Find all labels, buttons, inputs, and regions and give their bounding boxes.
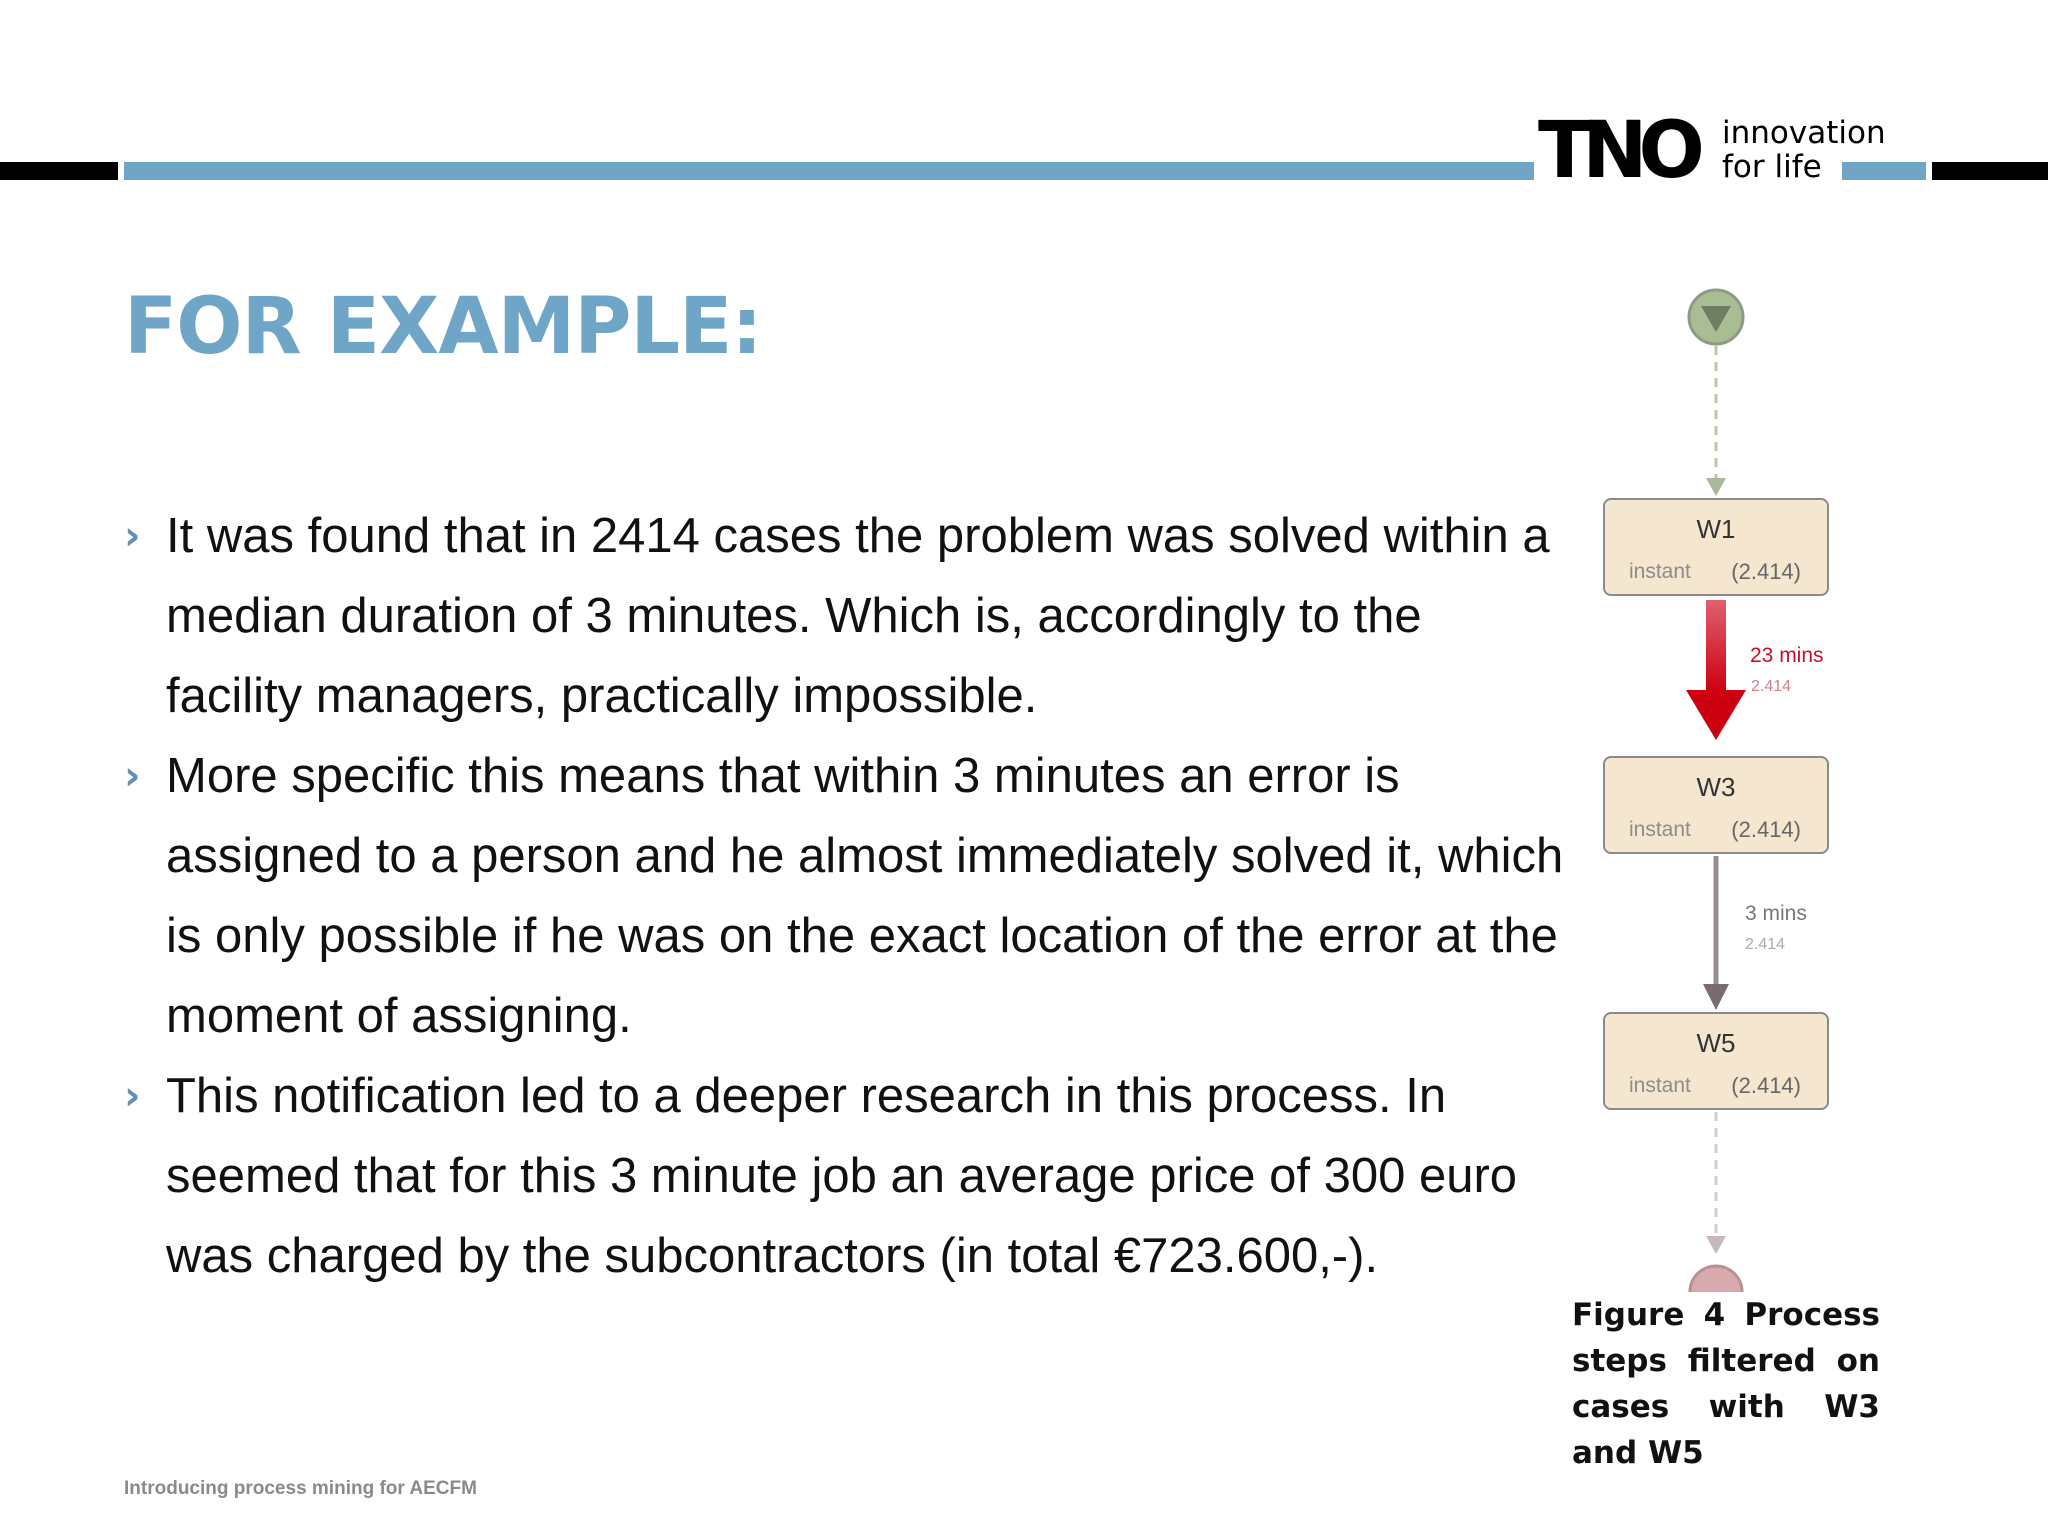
node-duration: instant bbox=[1629, 818, 1691, 841]
slide-footer: Introducing process mining for AECFM bbox=[124, 1478, 477, 1499]
node-name: W5 bbox=[1696, 1028, 1736, 1058]
start-edge-arrow bbox=[1706, 478, 1726, 496]
header-band-blue bbox=[124, 162, 1534, 180]
edge-w1-w3-count: 2.414 bbox=[1751, 678, 1792, 695]
bullet-list bbox=[124, 496, 1564, 1296]
bullet-item-3 bbox=[124, 1056, 1564, 1296]
logo-tagline-line1: innovation bbox=[1722, 115, 1886, 151]
end-edge-arrow bbox=[1706, 1236, 1726, 1254]
node-name: W3 bbox=[1696, 772, 1736, 802]
process-node-w1 bbox=[1603, 498, 1829, 596]
edge-w1-w3 bbox=[1706, 600, 1726, 692]
edge-w1-w3-arrow bbox=[1686, 690, 1746, 740]
node-count: (2.414) bbox=[1731, 559, 1801, 584]
figure-caption: Figure 4 Process steps filtered on cases with W3 and W5 bbox=[1572, 1292, 1880, 1476]
edge-w3-w5-count: 2.414 bbox=[1745, 936, 1786, 953]
edge-w3-w5-duration: 3 mins bbox=[1745, 902, 1807, 925]
node-duration: instant bbox=[1629, 1074, 1691, 1097]
chevron-right-icon: › bbox=[124, 1073, 141, 1119]
logo-tagline-line2: for life bbox=[1722, 149, 1822, 185]
chevron-right-icon: › bbox=[124, 753, 141, 799]
edge-w3-w5-arrow bbox=[1703, 984, 1729, 1010]
slide-title: FOR EXAMPLE: bbox=[124, 282, 762, 372]
header-band-right bbox=[1932, 162, 2048, 180]
process-node-w5 bbox=[1603, 1012, 1829, 1110]
node-duration: instant bbox=[1629, 560, 1691, 583]
bullet-item-2 bbox=[124, 736, 1564, 1056]
bullet-text-1: It was found that in 2414 cases the problem was solved within a median duration of 3 minutes. Which is, accordingly to the facility managers, practically impossible. bbox=[166, 509, 1550, 723]
bullet-text-2: More specific this means that within 3 minutes an error is assigned to a person and he almost immediately solved it, which is only possible if he was on the exact location of the error at the moment of assigning. bbox=[166, 749, 1564, 1043]
edge-w1-w3-duration: 23 mins bbox=[1750, 644, 1824, 667]
chevron-right-icon: › bbox=[124, 513, 141, 559]
node-count: (2.414) bbox=[1731, 817, 1801, 842]
tno-logo: TNO bbox=[1538, 106, 1696, 196]
header-band-left bbox=[0, 162, 118, 180]
process-node-w3 bbox=[1603, 756, 1829, 854]
logo-tagline bbox=[1722, 116, 1886, 184]
node-name: W1 bbox=[1696, 514, 1736, 544]
node-count: (2.414) bbox=[1731, 1073, 1801, 1098]
process-map-figure bbox=[1570, 270, 1870, 1300]
bullet-text-3: This notification led to a deeper research in this process. In seemed that for this 3 minute job an average price of 300 euro was charged by the subcontractors (in total €723.600,-). bbox=[166, 1069, 1518, 1283]
bullet-item-1 bbox=[124, 496, 1564, 736]
